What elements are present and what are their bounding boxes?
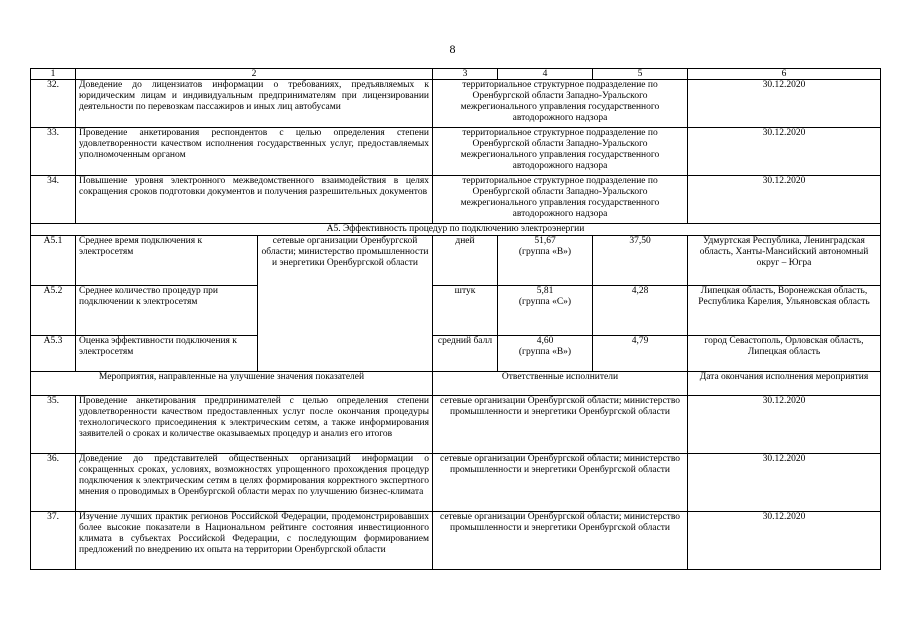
executors-header: Ответственные исполнители [433,372,688,396]
indicator-executor: сетевые организации Оренбургской области; министерство промышленности и энергетики Оренбургской области [258,236,433,372]
table-row [31,454,881,512]
executor-text: территориальное структурное подразделение по Оренбургской области Западно-Уральского межрегионального управления государственного автодорожного надзора [433,80,688,128]
deadline-date: 30.12.2020 [688,128,881,176]
date-header: Дата окончания исполнения мероприятия [688,372,881,396]
table-row [31,396,881,454]
value-number: 4,60 [536,336,554,346]
value-number: 51,67 [534,236,556,246]
deadline-date: 30.12.2020 [688,80,881,128]
row-number: 33. [31,128,76,176]
measure-text: Доведение до лицензиатов информации о требованиях, предъявляемых к юридическим лицам и индивидуальным предпринимателям при лицензировании деятельности по перевозкам пассажиров и иных лиц автобусами [76,80,433,128]
indicator-unit: штук [433,286,498,336]
deadline-date: 30.12.2020 [688,454,881,512]
indicator-name: Оценка эффективности подключения к электросетям [76,336,258,372]
section-header-row [31,224,881,236]
col-header-1: 1 [31,69,76,80]
indicator-value [498,286,593,336]
measure-text: Изучение лучших практик регионов Российской Федерации, продемонстрировавших более высокие показатели в Национальном рейтинге состояния инвестиционного климата в субъектах Российской Федерации, с последующим формированием предложений по внедрению их опыта на территории Оренбургской области [76,512,433,570]
indicator-value [498,236,593,286]
indicator-name: Среднее количество процедур при подключении к электросетям [76,286,258,336]
indicator-row [31,336,881,372]
indicator-code: А5.2 [31,286,76,336]
value-group: (группа «В») [518,347,572,357]
measure-text: Проведение анкетирования предпринимателей с целью определения степени удовлетворенности качеством предоставленных услуг после окончания процедуры технологического присоединения к электрическим сетям, а также информирования заявителей о сроках и количестве оказываемых процедур и анализ его итогов [76,396,433,454]
indicator-regions: город Севастополь, Орловская область, Липецкая область [688,336,881,372]
indicator-regions: Липецкая область, Воронежская область, Республика Карелия, Ульяновская область [688,286,881,336]
table-row [31,176,881,224]
indicator-target: 37,50 [593,236,688,286]
indicator-target: 4,28 [593,286,688,336]
measure-text: Повышение уровня электронного межведомственного взаимодействия в целях сокращения сроков подготовки документов и получения разрешительных документов [76,176,433,224]
value-group: (группа «С») [518,297,572,307]
executor-text: сетевые организации Оренбургской области; министерство промышленности и энергетики Оренбургской области [433,512,688,570]
value-group: (группа «В») [518,247,572,257]
measures-table [30,68,881,570]
col-header-3: 3 [433,69,498,80]
indicator-code: А5.1 [31,236,76,286]
executor-text: территориальное структурное подразделение по Оренбургской области Западно-Уральского межрегионального управления государственного автодорожного надзора [433,128,688,176]
row-number: 34. [31,176,76,224]
indicator-row [31,236,881,286]
deadline-date: 30.12.2020 [688,176,881,224]
row-number: 35. [31,396,76,454]
executor-text: сетевые организации Оренбургской области; министерство промышленности и энергетики Оренбургской области [433,454,688,512]
measure-text: Доведение до представителей общественных организаций информации о сокращенных сроках, условиях, возможностях упрощенного прохождения процедур подключения к электрическим сетям в целях формирования корректного экспертного мнения о проводимых в Оренбургской области мерах по улучшению бизнес-климата [76,454,433,512]
value-number: 5,81 [536,286,554,296]
row-number: 36. [31,454,76,512]
section-title: А5. Эффективность процедур по подключению электроэнергии [31,224,881,236]
measures-header: Мероприятия, направленные на улучшение значения показателей [31,372,433,396]
deadline-date: 30.12.2020 [688,512,881,570]
measure-text: Проведение анкетирования респондентов с целью определения степени удовлетворенности качеством исполнения государственных услуг, предоставляемых уполномоченным органом [76,128,433,176]
row-number: 32. [31,80,76,128]
indicator-unit: средний балл [433,336,498,372]
table-row [31,80,881,128]
indicator-name: Среднее время подключения к электросетям [76,236,258,286]
page-number: 8 [449,42,456,56]
measures-header-row [31,372,881,396]
indicator-regions: Удмуртская Республика, Ленинградская область, Ханты-Мансийский автономный округ – Югра [688,236,881,286]
executor-text: сетевые организации Оренбургской области; министерство промышленности и энергетики Оренбургской области [433,396,688,454]
col-header-6: 6 [688,69,881,80]
col-header-5: 5 [593,69,688,80]
indicator-code: А5.3 [31,336,76,372]
indicator-value [498,336,593,372]
deadline-date: 30.12.2020 [688,396,881,454]
indicator-target: 4,79 [593,336,688,372]
table-row [31,512,881,570]
table-row [31,128,881,176]
row-number: 37. [31,512,76,570]
col-header-2: 2 [76,69,433,80]
indicator-unit: дней [433,236,498,286]
indicator-row [31,286,881,336]
col-header-4: 4 [498,69,593,80]
executor-text: территориальное структурное подразделение по Оренбургской области Западно-Уральского межрегионального управления государственного автодорожного надзора [433,176,688,224]
column-number-row [31,69,881,80]
